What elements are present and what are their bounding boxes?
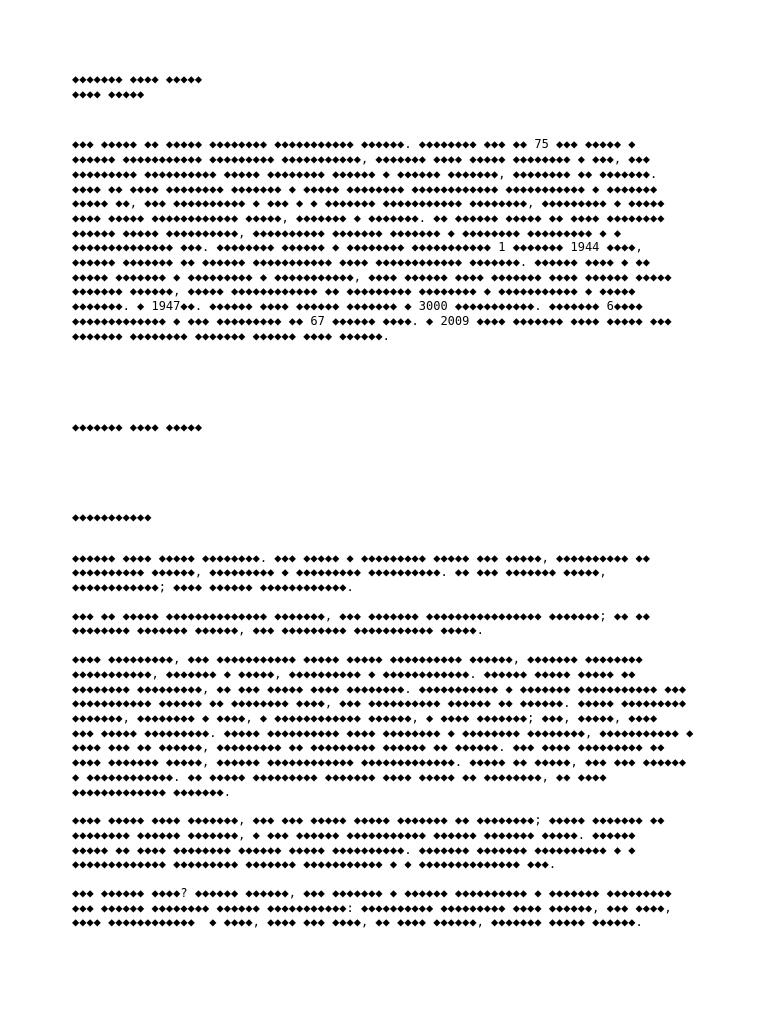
body-line: ◆◆◆ ◆◆ ◆◆◆◆◆ ◆◆◆◆◆◆◆◆◆◆◆◆◆◆ ◆◆◆◆◆◆◆, ◆◆◆ ◆◆◆◆◆◆◆ ◆◆◆◆◆◆◆◆◆◆◆◆◆◆◆◆ ◆◆◆◆◆◆◆; ◆◆ ◆◆ [72,608,650,623]
intro-line: ◆◆◆◆◆◆ ◆◆◆◆◆◆◆ ◆◆ ◆◆◆◆◆◆ ◆◆◆◆◆◆◆◆◆◆◆ ◆◆◆◆ ◆◆◆◆◆◆◆◆◆◆◆◆ ◆◆◆◆◆◆◆. ◆◆◆◆◆◆ ◆◆◆◆ ◆ ◆◆ [72,255,650,270]
intro-line: ◆◆◆◆◆◆◆ ◆◆◆◆◆◆, ◆◆◆◆◆ ◆◆◆◆◆◆◆◆◆◆◆◆ ◆◆ ◆◆◆◆◆◆◆◆◆ ◆◆◆◆◆◆◆◆ ◆ ◆◆◆◆◆◆◆◆◆◆◆ ◆ ◆◆◆◆◆ [72,284,636,299]
body-line: ◆◆◆◆◆ ◆◆ ◆◆◆◆ ◆◆◆◆◆◆◆◆ ◆◆◆◆◆◆ ◆◆◆◆◆ ◆◆◆◆◆◆◆◆◆◆. ◆◆◆◆◆◆◆ ◆◆◆◆◆◆◆ ◆◆◆◆◆◆◆◆◆◆ ◆ ◆ [72,842,636,857]
intro-line: ◆◆◆ ◆◆◆◆◆ ◆◆ ◆◆◆◆◆ ◆◆◆◆◆◆◆◆ ◆◆◆◆◆◆◆◆◆◆◆ ◆◆◆◆◆◆. ◆◆◆◆◆◆◆◆ ◆◆◆ ◆◆ 75 ◆◆◆ ◆◆◆◆◆ ◆ [72,137,636,152]
header-title-line-1: ◆◆◆◆◆◆◆ ◆◆◆◆ ◆◆◆◆◆ [72,72,203,86]
intro-line: ◆◆◆◆◆◆◆. ◆ 1947◆◆. ◆◆◆◆◆◆ ◆◆◆◆ ◆◆◆◆◆◆ ◆◆◆◆◆◆◆ ◆ 3000 ◆◆◆◆◆◆◆◆◆◆◆. ◆◆◆◆◆◆◆ 6◆◆◆◆ [72,299,643,314]
body-line: ◆◆◆◆◆◆◆◆ ◆◆◆◆◆◆ ◆◆◆◆◆◆◆, ◆ ◆◆◆ ◆◆◆◆◆◆ ◆◆◆◆◆◆◆◆◆◆◆ ◆◆◆◆◆◆ ◆◆◆◆◆◆◆ ◆◆◆◆◆. ◆◆◆◆◆◆ [72,827,636,842]
intro-line: ◆◆◆◆◆◆ ◆◆◆◆◆ ◆◆◆◆◆◆◆◆◆◆, ◆◆◆◆◆◆◆◆◆◆ ◆◆◆◆◆◆◆ ◆◆◆◆◆◆◆ ◆ ◆◆◆◆◆◆◆◆ ◆◆◆◆◆◆◆◆◆ ◆ ◆ [72,225,622,240]
body-line: ◆◆◆◆◆◆◆◆ ◆◆◆◆◆◆◆◆◆, ◆◆ ◆◆◆ ◆◆◆◆◆ ◆◆◆◆ ◆◆◆◆◆◆◆◆. ◆◆◆◆◆◆◆◆◆◆◆ ◆ ◆◆◆◆◆◆◆ ◆◆◆◆◆◆◆◆◆◆◆ ◆◆◆ [72,681,687,696]
body-line: ◆◆◆◆◆◆◆◆◆◆ ◆◆◆◆◆◆, ◆◆◆◆◆◆◆◆◆ ◆ ◆◆◆◆◆◆◆◆◆ ◆◆◆◆◆◆◆◆◆◆. ◆◆ ◆◆◆ ◆◆◆◆◆◆◆ ◆◆◆◆◆, [72,565,607,580]
section-heading: ◆◆◆◆◆◆◆◆◆◆◆ [72,509,152,524]
body-line: ◆◆◆◆◆◆◆, ◆◆◆◆◆◆◆◆ ◆ ◆◆◆◆, ◆ ◆◆◆◆◆◆◆◆◆◆◆◆ ◆◆◆◆◆◆, ◆ ◆◆◆◆ ◆◆◆◆◆◆◆; ◆◆◆, ◆◆◆◆◆, ◆◆◆◆ [72,710,658,725]
intro-paragraph [72,137,712,343]
intro-line: ◆◆◆◆◆◆◆◆◆ ◆◆◆◆◆◆◆◆◆◆ ◆◆◆◆◆ ◆◆◆◆◆◆◆◆ ◆◆◆◆◆◆ ◆ ◆◆◆◆◆◆ ◆◆◆◆◆◆◆, ◆◆◆◆◆◆◆◆ ◆◆ ◆◆◆◆◆◆◆. [72,166,658,181]
body-paragraph [72,813,712,872]
body-line: ◆◆◆◆◆◆◆◆ ◆◆◆◆◆◆◆ ◆◆◆◆◆◆, ◆◆◆ ◆◆◆◆◆◆◆◆◆ ◆◆◆◆◆◆◆◆◆◆◆ ◆◆◆◆◆. [72,623,484,638]
header-title-line-2: ◆◆◆◆ ◆◆◆◆◆ [72,86,145,101]
body-line: ◆◆◆ ◆◆◆◆◆ ◆◆◆◆◆◆◆◆◆. ◆◆◆◆◆ ◆◆◆◆◆◆◆◆◆◆ ◆◆◆◆ ◆◆◆◆◆◆◆◆ ◆ ◆◆◆◆◆◆◆◆ ◆◆◆◆◆◆◆◆, ◆◆◆◆◆◆◆◆◆◆◆ ◆ [72,725,694,740]
body-line: ◆◆◆◆ ◆◆◆◆◆◆◆◆◆◆◆◆ ◆ ◆◆◆◆, ◆◆◆◆ ◆◆◆ ◆◆◆◆, ◆◆ ◆◆◆◆ ◆◆◆◆◆◆, ◆◆◆◆◆◆◆ ◆◆◆◆◆ ◆◆◆◆◆◆. [72,915,643,930]
body-line: ◆◆◆◆ ◆◆◆◆◆ ◆◆◆◆ ◆◆◆◆◆◆◆, ◆◆◆ ◆◆◆ ◆◆◆◆◆ ◆◆◆◆◆ ◆◆◆◆◆◆◆ ◆◆ ◆◆◆◆◆◆◆◆; ◆◆◆◆◆ ◆◆◆◆◆◆◆ ◆◆ [72,813,665,828]
body-line: ◆◆◆◆◆◆◆◆◆◆◆◆◆ ◆◆◆◆◆◆◆◆◆ ◆◆◆◆◆◆◆ ◆◆◆◆◆◆◆◆◆◆◆ ◆ ◆ ◆◆◆◆◆◆◆◆◆◆◆◆◆◆ ◆◆◆. [72,857,557,872]
subtitle: ◆◆◆◆◆◆◆ ◆◆◆◆ ◆◆◆◆◆ [72,420,203,435]
body-paragraph [72,652,712,799]
body-line: ◆◆◆◆◆◆◆◆◆◆◆ ◆◆◆◆◆◆ ◆◆ ◆◆◆◆◆◆◆◆ ◆◆◆◆, ◆◆◆ ◆◆◆◆◆◆◆◆◆◆ ◆◆◆◆◆◆ ◆◆ ◆◆◆◆◆◆. ◆◆◆◆◆ ◆◆◆◆◆◆◆◆◆ [72,696,687,711]
body-line: ◆◆◆◆◆◆◆◆◆◆◆, ◆◆◆◆◆◆◆ ◆ ◆◆◆◆◆, ◆◆◆◆◆◆◆◆◆◆ ◆ ◆◆◆◆◆◆◆◆◆◆◆◆. ◆◆◆◆◆◆ ◆◆◆◆◆ ◆◆◆◆◆ ◆◆ [72,666,636,681]
intro-line: ◆◆◆◆◆◆◆◆◆◆◆◆◆◆ ◆◆◆. ◆◆◆◆◆◆◆◆ ◆◆◆◆◆◆ ◆ ◆◆◆◆◆◆◆◆ ◆◆◆◆◆◆◆◆◆◆◆ 1 ◆◆◆◆◆◆◆ 1944 ◆◆◆◆, [72,240,643,255]
body-line: ◆◆◆◆ ◆◆◆◆◆◆◆ ◆◆◆◆◆, ◆◆◆◆◆◆ ◆◆◆◆◆◆◆◆◆◆◆◆ ◆◆◆◆◆◆◆◆◆◆◆◆◆. ◆◆◆◆◆ ◆◆ ◆◆◆◆◆, ◆◆◆ ◆◆◆ ◆◆◆◆◆◆ [72,755,687,770]
body-line: ◆ ◆◆◆◆◆◆◆◆◆◆◆◆. ◆◆ ◆◆◆◆◆ ◆◆◆◆◆◆◆◆◆ ◆◆◆◆◆◆◆ ◆◆◆◆ ◆◆◆◆◆ ◆◆ ◆◆◆◆◆◆◆◆, ◆◆ ◆◆◆◆ [72,769,607,784]
intro-line: ◆◆◆◆ ◆◆◆◆◆ ◆◆◆◆◆◆◆◆◆◆◆◆ ◆◆◆◆◆, ◆◆◆◆◆◆◆ ◆ ◆◆◆◆◆◆◆. ◆◆ ◆◆◆◆◆◆ ◆◆◆◆◆ ◆◆ ◆◆◆◆ ◆◆◆◆◆◆◆◆ [72,210,665,225]
body-paragraph [72,551,712,595]
body-line: ◆◆◆ ◆◆◆◆◆◆ ◆◆◆◆? ◆◆◆◆◆◆ ◆◆◆◆◆◆, ◆◆◆ ◆◆◆◆◆◆◆ ◆ ◆◆◆◆◆◆ ◆◆◆◆◆◆◆◆◆◆ ◆ ◆◆◆◆◆◆◆ ◆◆◆◆◆◆◆◆◆ [72,886,672,901]
body-line: ◆◆◆◆◆◆◆◆◆◆◆◆; ◆◆◆◆ ◆◆◆◆◆◆ ◆◆◆◆◆◆◆◆◆◆◆◆. [72,580,354,595]
document-page [72,72,712,930]
intro-line: ◆◆◆◆◆◆ ◆◆◆◆◆◆◆◆◆◆◆ ◆◆◆◆◆◆◆◆◆ ◆◆◆◆◆◆◆◆◆◆◆, ◆◆◆◆◆◆◆ ◆◆◆◆ ◆◆◆◆◆ ◆◆◆◆◆◆◆◆ ◆ ◆◆◆, ◆◆◆ [72,152,650,167]
body-paragraph [72,886,712,930]
body-line: ◆◆◆◆◆◆ ◆◆◆◆ ◆◆◆◆◆ ◆◆◆◆◆◆◆◆. ◆◆◆ ◆◆◆◆◆ ◆ ◆◆◆◆◆◆◆◆◆ ◆◆◆◆◆ ◆◆◆ ◆◆◆◆◆, ◆◆◆◆◆◆◆◆◆◆ ◆◆ [72,550,650,565]
intro-line: ◆◆◆◆ ◆◆ ◆◆◆◆ ◆◆◆◆◆◆◆◆ ◆◆◆◆◆◆◆ ◆ ◆◆◆◆◆ ◆◆◆◆◆◆◆◆ ◆◆◆◆◆◆◆◆◆◆◆◆ ◆◆◆◆◆◆◆◆◆◆◆ ◆ ◆◆◆◆◆◆◆ [72,181,658,196]
intro-line: ◆◆◆◆◆ ◆◆◆◆◆◆◆ ◆ ◆◆◆◆◆◆◆◆◆ ◆ ◆◆◆◆◆◆◆◆◆◆◆, ◆◆◆◆ ◆◆◆◆◆◆ ◆◆◆◆ ◆◆◆◆◆◆◆ ◆◆◆◆ ◆◆◆◆◆◆ ◆◆◆◆◆ [72,269,672,284]
intro-line: ◆◆◆◆◆◆◆◆◆◆◆◆◆ ◆ ◆◆◆ ◆◆◆◆◆◆◆◆◆ ◆◆ 67 ◆◆◆◆◆◆ ◆◆◆◆. ◆ 2009 ◆◆◆◆ ◆◆◆◆◆◆◆ ◆◆◆◆ ◆◆◆◆◆ ◆◆◆ [72,313,672,328]
body-line: ◆◆◆◆ ◆◆◆ ◆◆ ◆◆◆◆◆◆, ◆◆◆◆◆◆◆◆◆ ◆◆ ◆◆◆◆◆◆◆◆◆ ◆◆◆◆◆◆ ◆◆ ◆◆◆◆◆◆. ◆◆◆ ◆◆◆◆ ◆◆◆◆◆◆◆◆◆ ◆◆ [72,740,665,755]
intro-line: ◆◆◆◆◆◆◆ ◆◆◆◆◆◆◆◆ ◆◆◆◆◆◆◆ ◆◆◆◆◆◆ ◆◆◆◆ ◆◆◆◆◆◆. [72,328,390,343]
body-line: ◆◆◆◆◆◆◆◆◆◆◆◆◆ ◆◆◆◆◆◆◆. [72,784,231,799]
intro-line: ◆◆◆◆◆ ◆◆, ◆◆◆ ◆◆◆◆◆◆◆◆◆◆ ◆ ◆◆◆ ◆ ◆ ◆◆◆◆◆◆◆ ◆◆◆◆◆◆◆◆◆◆◆ ◆◆◆◆◆◆◆◆, ◆◆◆◆◆◆◆◆◆ ◆ ◆◆◆◆◆ [72,196,665,211]
body-paragraph [72,609,712,638]
body-line: ◆◆◆◆ ◆◆◆◆◆◆◆◆◆, ◆◆◆ ◆◆◆◆◆◆◆◆◆◆◆ ◆◆◆◆◆ ◆◆◆◆◆ ◆◆◆◆◆◆◆◆◆◆ ◆◆◆◆◆◆, ◆◆◆◆◆◆◆ ◆◆◆◆◆◆◆◆ [72,652,643,667]
body-line: ◆◆◆ ◆◆◆◆◆◆ ◆◆◆◆◆◆◆◆ ◆◆◆◆◆◆ ◆◆◆◆◆◆◆◆◆◆◆: ◆◆◆◆◆◆◆◆◆◆ ◆◆◆◆◆◆◆◆◆ ◆◆◆◆ ◆◆◆◆◆◆, ◆◆◆ ◆◆◆◆, [72,900,672,915]
